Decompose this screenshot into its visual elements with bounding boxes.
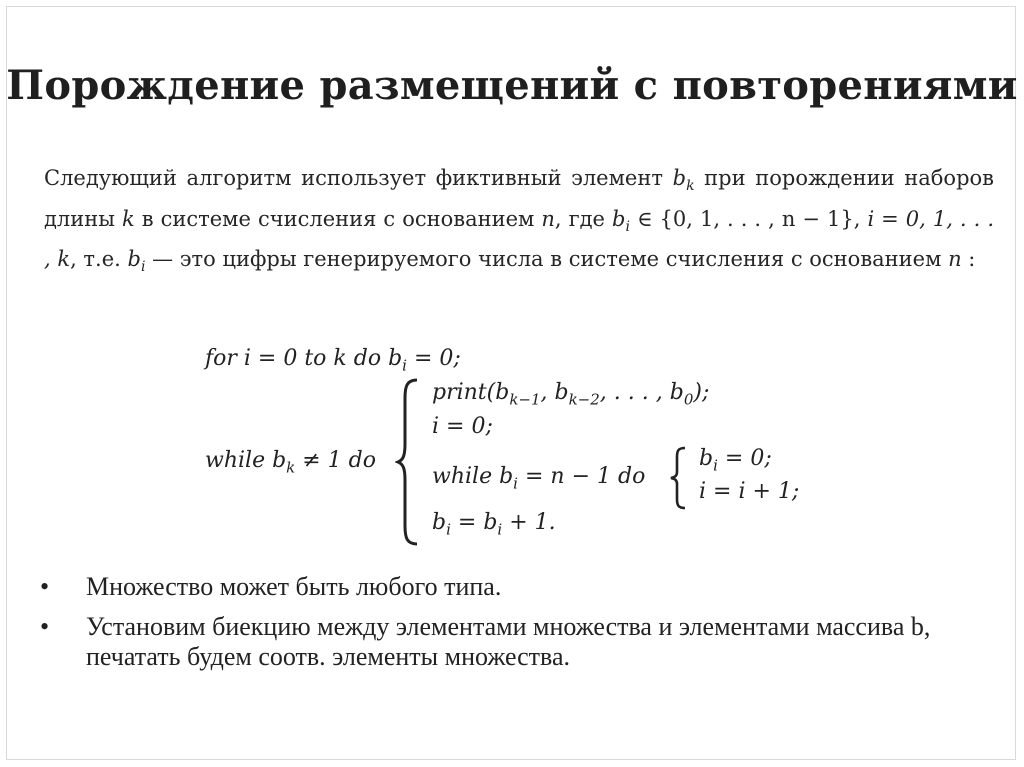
while-inner-line: while $b_i = n - 1$ do bbox=[432, 464, 646, 493]
description-paragraph bbox=[44, 162, 994, 284]
para-text-2: при порождении наборов длины bbox=[44, 166, 994, 231]
para-text-7: : bbox=[961, 247, 976, 272]
var-n-2: n bbox=[948, 247, 962, 272]
inner-b-zero-line: $b_i = 0$; bbox=[699, 446, 772, 475]
bullet-item bbox=[40, 572, 1000, 602]
var-b-i: b bbox=[612, 206, 626, 231]
var-b: b bbox=[672, 166, 687, 190]
bullet-list bbox=[40, 572, 1000, 682]
var-n: n bbox=[541, 206, 555, 231]
bullet-text: Установим биекцию между элементами множества и элементами массива b, печатать будем соотв. элементы множества. bbox=[86, 612, 931, 671]
bullet-dot-icon: • bbox=[40, 612, 50, 641]
bullet-item bbox=[40, 612, 1000, 672]
para-text-6: — это цифры генерируемого числа в системе счисления с основанием bbox=[145, 247, 949, 272]
para-text-1: Следующий алгоритм использует фиктивный элемент bbox=[44, 166, 673, 190]
sub-i: i bbox=[625, 218, 630, 235]
var-b-i-2: b bbox=[127, 247, 141, 272]
for-line: for i = 0 to k do $b_i = 0$; bbox=[205, 346, 461, 375]
outer-brace bbox=[395, 378, 421, 546]
i-zero-line: i = 0; bbox=[432, 414, 493, 439]
i-range: i = 0, 1, . . . , k bbox=[44, 206, 994, 272]
sub-k: k bbox=[686, 178, 695, 195]
inner-brace bbox=[668, 446, 688, 510]
para-text-3: в системе счисления с основанием bbox=[134, 206, 542, 231]
bullet-text: Множество может быть любого типа. bbox=[86, 572, 502, 601]
increment-line: $b_i = b_i + 1$. bbox=[432, 510, 556, 539]
set-expression: ∈ {0, 1, . . . , n − 1}, bbox=[636, 206, 861, 231]
para-text-5: , т.е. bbox=[70, 247, 128, 272]
slide-title: Порождение размещений с повторениями bbox=[6, 62, 1018, 109]
var-k: k bbox=[122, 206, 135, 231]
print-line: $print(b_{k-1}$, $b_{k-2}$, . . . , $b_0$); bbox=[432, 380, 710, 409]
while-outer-line: while $b_k \ne 1$ do bbox=[205, 448, 377, 477]
bullet-dot-icon: • bbox=[40, 572, 50, 601]
inner-increment-line: i = i + 1; bbox=[699, 479, 800, 504]
para-text-4: , где bbox=[554, 206, 612, 231]
sub-i-2: i bbox=[140, 259, 146, 276]
